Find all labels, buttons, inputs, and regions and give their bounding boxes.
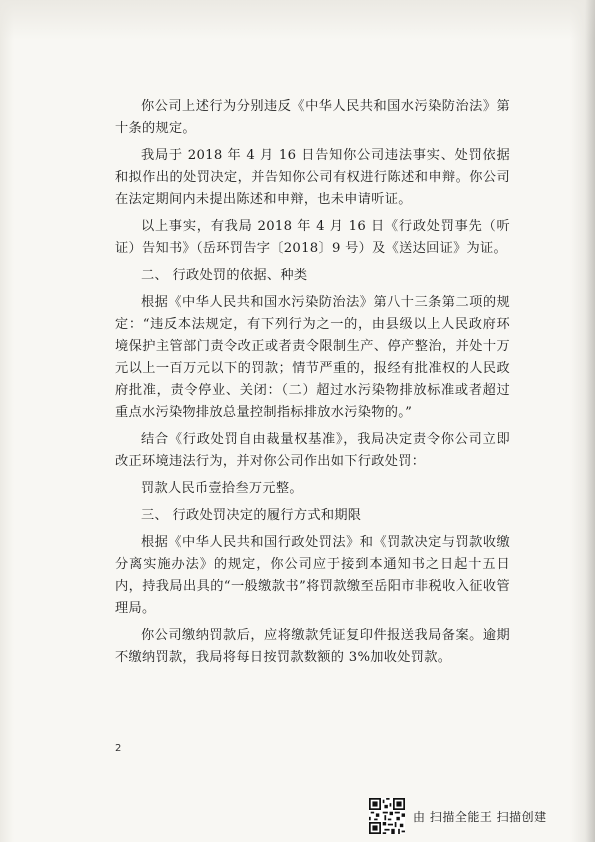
paragraph: 你公司缴纳罚款后，应将缴款凭证复印件报送我局备案。逾期不缴纳罚款，我局将每日按罚款数额的 3%加收处罚款。 bbox=[115, 628, 510, 665]
watermark-text: 由 扫描全能王 扫描创建 bbox=[413, 809, 547, 824]
scan-shadow-top bbox=[0, 0, 595, 40]
section-heading: 二、 行政处罚的依据、种类 bbox=[141, 268, 308, 283]
paragraph: 罚款人民币壹拾叁万元整。 bbox=[141, 481, 303, 496]
scan-shadow-right bbox=[585, 0, 595, 842]
paragraph: 根据《中华人民共和国水污染防治法》第八十三条第二项的规定：“违反本法规定，有下列行为之一的，由县级以上人民政府环境保护主管部门责令改正或者责令限制生产、停产整治，并处十万元以上一百万元以下的罚款；情节严重的，报经有批准权的人民政府批准，责令停业、关闭：（二）超过水污染物排放标准或者超过重点水污染物排放总量控制指标排放水污染物的。” bbox=[115, 295, 510, 420]
page-number: 2 bbox=[115, 743, 122, 754]
paragraph: 以上事实，有我局 2018 年 4 月 16 日《行政处罚事先（听证）告知书》（岳环罚告字〔2018〕9 号）及《送达回证》为证。 bbox=[115, 219, 510, 256]
qr-code-icon bbox=[369, 798, 405, 834]
paragraph: 你公司上述行为分别违反《中华人民共和国水污染防治法》第十条的规定。 bbox=[115, 99, 510, 136]
paragraph: 我局于 2018 年 4 月 16 日告知你公司违法事实、处罚依据和拟作出的处罚决定，并告知你公司有权进行陈述和申辩。你公司在法定期间内未提出陈述和申辩，也未申请听证。 bbox=[115, 148, 510, 207]
scanner-watermark bbox=[369, 796, 589, 836]
document-body bbox=[115, 96, 510, 669]
paragraph: 根据《中华人民共和国行政处罚法》和《罚款决定与罚款收缴分离实施办法》的规定，你公司应于接到本通知书之日起十五日内，持我局出具的“一般缴款书”将罚款缴至岳阳市非税收入征收管理局。 bbox=[115, 535, 510, 616]
section-heading: 三、 行政处罚决定的履行方式和期限 bbox=[141, 508, 362, 523]
paragraph: 结合《行政处罚自由裁量权基准》，我局决定责令你公司立即改正环境违法行为，并对你公司作出如下行政处罚： bbox=[115, 432, 510, 469]
